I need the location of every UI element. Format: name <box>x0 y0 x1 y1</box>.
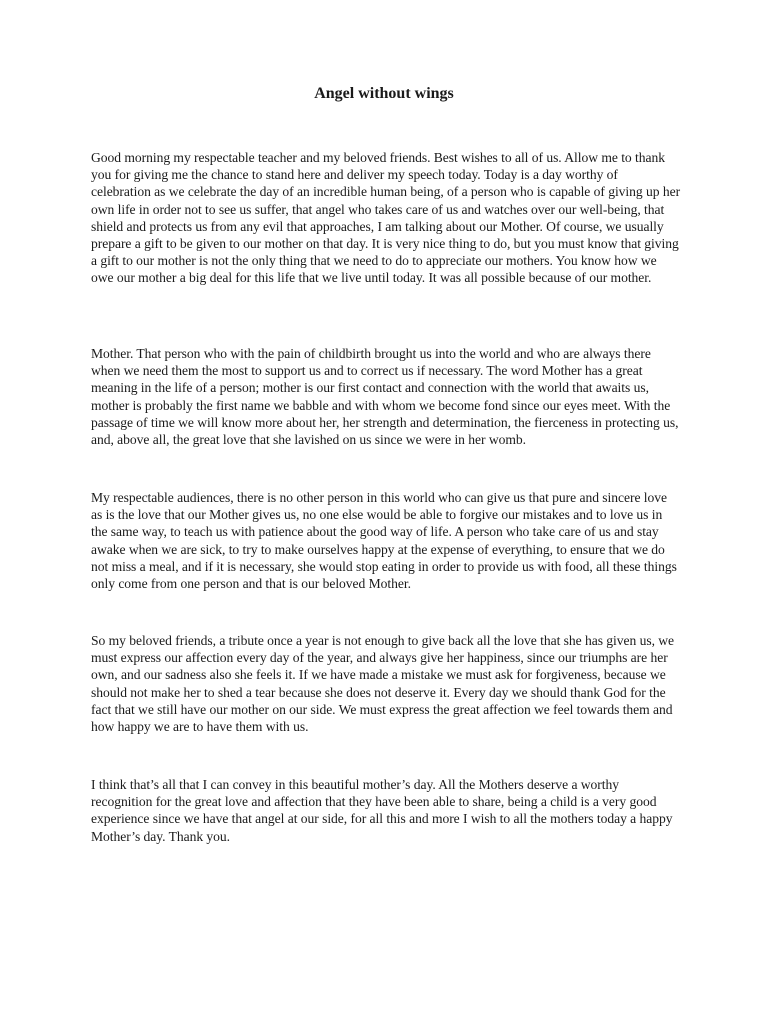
paragraph-greeting: Good morning my respectable teacher and my beloved friends. Best wishes to all of us. Allow me to thank you for giving me the chance to stand here and deliver my speech today. Today is a day worthy of celebration as we celebrate the day of an incredible human being, of a person who is capable of giving up her own life in order not to see us suffer, that angel who takes care of us and watches over our well-being, that shield and protects us from any evil that approaches, I am talking about our Mother. Of course, we usually prepare a gift to be given to our mother on that day. It is very nice thing to do, but you must know that giving a gift to our mother is not the only thing that we need to do to appreciate our mothers. You know how we owe our mother a big deal for this life that we live until today. It was all possible because of our mother. <box>91 150 681 286</box>
document-title: Angel without wings <box>314 85 454 102</box>
paragraph-tribute: So my beloved friends, a tribute once a year is not enough to give back all the love that she has given us, we must express our affection every day of the year, and always give her happiness, since our triumphs are her own, and our sadness also she feels it. If we have made a mistake we must ask for forgiveness, because we should not make her to shed a tear because she does not deserve it. Every day we should thank God for the fact that we still have our mother on our side. We must express the great affection we feel towards them and how happy we are to have them with us. <box>91 633 675 735</box>
paragraph-mother: Mother. That person who with the pain of childbirth brought us into the world and who are always there when we need them the most to support us and to correct us if necessary. The word Mother has a great meaning in the life of a person; mother is our first contact and connection with the world that awaits us, mother is probably the first name we babble and with whom we become fond since our eyes meet. With the passage of time we will know more about her, her strength and determination, the fierceness in protecting us, and, above all, the great love that she lavished on us since we were in her womb. <box>91 346 679 448</box>
paragraph-audiences: My respectable audiences, there is no other person in this world who can give us that pure and sincere love as is the love that our Mother gives us, no one else would be able to forgive our mistakes and to love us in the same way, to teach us with patience about the good way of life. A person who take care of us and stay awake when we are sick, to try to make ourselves happy at the expense of everything, to ensure that we do not miss a meal, and if it is necessary, she would stop eating in order to provide us with food, all these things only come from one person and that is our beloved Mother. <box>91 490 677 592</box>
paragraph-closing: I think that’s all that I can convey in this beautiful mother’s day. All the Mothers deserve a worthy recognition for the great love and affection that they have been able to share, being a child is a very good experience since we have that angel at our side, for all this and more I wish to all the mothers today a happy Mother’s day. Thank you. <box>91 777 673 844</box>
